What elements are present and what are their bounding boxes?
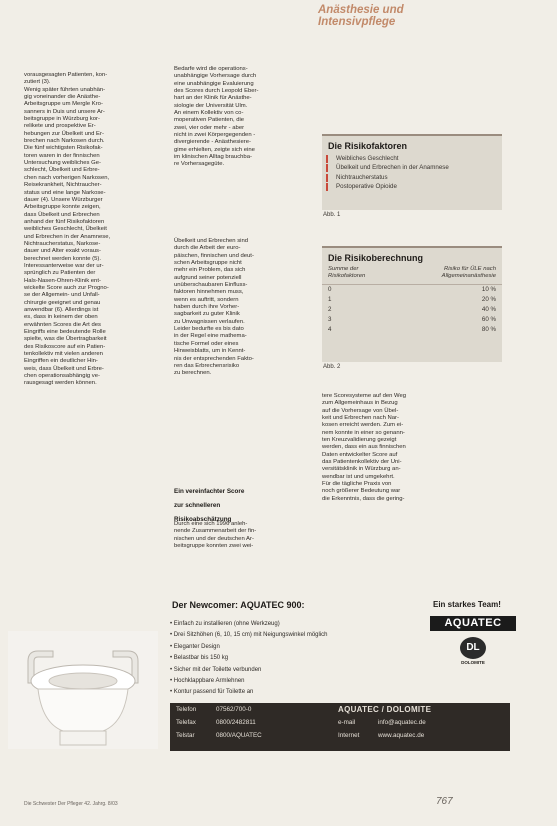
article-line: re Vorhersagegüte. xyxy=(174,161,225,168)
article-line: An einem Kollektiv von co- xyxy=(174,110,244,117)
article-line: Hinweisblatts, um in Kennt- xyxy=(174,348,246,355)
toilet-seat-riser-image xyxy=(8,631,158,749)
ad-tagline: Ein starkes Team! xyxy=(433,600,501,609)
article-line: tenkollektiv mit vielen anderen xyxy=(24,351,103,358)
article-line: durch die Arbeit der euro- xyxy=(174,245,241,252)
header-right-line: Risiko für ÜLE nach xyxy=(443,266,496,272)
article-line: zu berechnen. xyxy=(174,370,212,377)
article-line: versitätsklinik in Würzburg an- xyxy=(322,466,401,473)
article-line: die Erkenntnis, dass die gering- xyxy=(322,495,405,502)
footer-journal: Die Schwester Der Pfleger 42. Jahrg. 8/03 xyxy=(24,801,118,807)
article-line: faktoren hinnehmen muss, xyxy=(174,289,244,296)
article-line: chirurgie geeignet und genau xyxy=(24,299,101,306)
article-line: unüberschaubaren Einfluss- xyxy=(174,282,248,289)
article-line: des Risikoscore auf ein Patien- xyxy=(24,343,106,350)
article-line: schlecht, Übelkeit und Erbre- xyxy=(24,167,100,174)
article-line: beitsgruppe in Würzburg kor- xyxy=(24,116,100,123)
risk-percentage: 60 % xyxy=(481,316,496,323)
article-line: Die fünf wichtigsten Risikofak- xyxy=(24,145,103,152)
risk-factors-box xyxy=(322,134,502,210)
article-line: anhand der fünf Risikofaktoren xyxy=(24,218,105,225)
risk-factor-count: 3 xyxy=(328,316,332,323)
article-line: zu Unwagnissen verlaufen. xyxy=(174,318,245,325)
advertisement xyxy=(0,585,557,755)
article-line: toren waren in der finnischen xyxy=(24,152,100,159)
page-number: 767 xyxy=(436,796,453,807)
risk-factor-item: Nichtraucherstatus xyxy=(322,173,502,182)
article-line: rausgesagt werden können. xyxy=(24,380,97,387)
risk-factors-title: Die Risikofaktoren xyxy=(328,141,408,151)
subheading-line: Ein vereinfachter Score xyxy=(174,488,245,496)
header-left-line: Summe der xyxy=(328,266,359,272)
article-line: sagbarkeit zu guter Klinik xyxy=(174,311,240,318)
article-column-1 xyxy=(24,72,154,388)
article-line: Übelkeit und Erbrechen sind xyxy=(174,238,249,244)
risk-percentage: 40 % xyxy=(481,306,496,313)
article-line: sprünglich zu Patienten der xyxy=(24,270,96,277)
dolomite-word: DOLOMITE xyxy=(461,660,485,665)
ad-feature-list xyxy=(170,619,370,699)
article-column-2-middle xyxy=(174,238,304,378)
article-line: tere Scoresysteme auf den Weg xyxy=(322,393,407,399)
contact-web-value[interactable]: www.aquatec.de xyxy=(378,732,425,739)
article-line: Leider bedurfte es bis dato xyxy=(174,326,244,333)
risk-factor-count: 0 xyxy=(328,286,332,293)
article-column-3 xyxy=(322,393,459,503)
contact-tel-value: 07562/700-0 xyxy=(216,706,252,713)
risk-factor-count: 1 xyxy=(328,296,332,303)
article-line: status und eine lange Narkose- xyxy=(24,189,106,196)
article-line: Daten entwickelter Score auf xyxy=(322,451,398,458)
ad-contact-bar xyxy=(170,703,510,751)
article-line: unabhängige Vorhersage durch xyxy=(174,73,257,80)
risk-row xyxy=(322,305,502,315)
article-line: relikete und prospektive Er- xyxy=(24,123,96,130)
article-line: Eingriffen ein deutlicher Hin- xyxy=(24,358,98,365)
article-column-2-top xyxy=(174,66,304,169)
header-right-line: Allgemeinanästhesie xyxy=(441,273,496,279)
article-line: zum Allgemeinhaus in Bezug xyxy=(322,400,398,407)
ad-feature-item: • Drei Sitzhöhen (6, 10, 15 cm) mit Neigungswinkel möglich xyxy=(170,630,370,641)
article-column-2-bottom xyxy=(174,521,304,550)
article-line: brechen nach Narkosen durch. xyxy=(24,138,105,145)
article-line: päischen, finnischen und deut- xyxy=(174,252,254,259)
article-line: sanners in Duis und unsere Ar- xyxy=(24,108,105,115)
header-left-line: Risikofaktoren xyxy=(328,273,366,279)
article-line: gig voneinander die Anästhe- xyxy=(24,94,101,101)
ad-feature-item: • Kontur passend für Toilette an xyxy=(170,687,370,698)
risk-factor-count: 2 xyxy=(328,306,332,313)
subheading-line: zur schnelleren xyxy=(174,502,221,510)
contact-telstar-label: Telstar xyxy=(176,732,195,739)
risk-row xyxy=(322,325,502,335)
risk-factor-item: Weibliches Geschlecht xyxy=(322,154,502,163)
article-line: das Patientenkollektiv der Uni- xyxy=(322,459,402,466)
article-line: Durch eine sich 1996 anleh- xyxy=(174,521,248,527)
article-line: Arbeitsgruppe um Mergle Kro- xyxy=(24,101,103,108)
subheading-line: Risikoabschätzung xyxy=(174,516,232,524)
risk-calculation-title: Die Risikoberechnung xyxy=(328,253,424,263)
article-line: spielte, was die Übertragbarkeit xyxy=(24,336,107,343)
article-line: Untersuchung weibliches Ge- xyxy=(24,160,101,167)
figure-caption-1: Abb. 1 xyxy=(323,212,341,218)
article-line: und Erbrechen in der Anamnese, xyxy=(24,233,111,240)
article-line: mehr ein Problem, das sich xyxy=(174,267,246,274)
article-line: Nichtraucherstatus, Narkose- xyxy=(24,240,101,247)
contact-fax-label: Telefax xyxy=(176,719,196,726)
ad-title: Der Newcomer: AQUATEC 900: xyxy=(172,600,305,610)
risk-factor-count: 4 xyxy=(328,326,332,333)
article-line: wenn es auftritt, sondern xyxy=(174,296,239,303)
article-line: Arbeitsgruppe konnte zeigen, xyxy=(24,204,101,211)
section-title-line-1: Anästhesie und xyxy=(318,4,404,16)
article-line: nicht in zwei Körpergegenden - xyxy=(174,132,256,139)
article-line: Bedarfe wird die operations- xyxy=(174,66,248,72)
article-line: gime erhielten, zeigte sich eine xyxy=(174,146,255,153)
risk-percentage: 20 % xyxy=(481,296,496,303)
contact-telstar-value: 0800/AQUATEC xyxy=(216,732,262,739)
article-line: Für die tägliche Praxis von xyxy=(322,481,392,488)
risk-calculation-header xyxy=(322,266,502,280)
article-line: Hals-Nasen-Ohren-Klinik ent- xyxy=(24,277,101,284)
contact-email-value[interactable]: info@aquatec.de xyxy=(378,719,426,726)
article-line: beitsgruppe konnten zwei wei- xyxy=(174,543,254,550)
section-title xyxy=(318,4,548,28)
article-line: ten Kreuzvalidierung gezeigt xyxy=(322,437,397,444)
article-line: ren das Erbrechensrisiko xyxy=(174,362,240,369)
article-line: hebungen zur Übelkeit und Er- xyxy=(24,130,104,137)
article-line: siologie der Universität Ulm. xyxy=(174,102,248,109)
article-line: Eingriffs eine bedeutende Rolle xyxy=(24,329,106,336)
article-line: chen nach vorherigen Narkosen, xyxy=(24,174,110,181)
contact-brand: AQUATEC / DOLOMITE xyxy=(338,705,432,714)
ad-feature-item: • Einfach zu installieren (ohne Werkzeug) xyxy=(170,619,370,630)
dolomite-mark: DL xyxy=(460,637,486,659)
risk-row xyxy=(322,295,502,305)
article-line: erwähnten Scores die Art des xyxy=(24,321,101,328)
article-line: vorausgesagten Patienten, kon- xyxy=(24,72,108,78)
contact-tel-label: Telefon xyxy=(176,706,197,713)
risk-percentage: 80 % xyxy=(481,326,496,333)
article-line: hart an der Klinik für Anästhe- xyxy=(174,95,252,102)
risk-percentage: 10 % xyxy=(481,286,496,293)
article-line: auf die Vorhersage von Übel- xyxy=(322,407,399,414)
article-line: moperativen Patienten, die xyxy=(174,117,245,124)
article-line: des Scores durch Leopold Eber- xyxy=(174,88,259,95)
article-line: Wenig später führten unabhän- xyxy=(24,86,106,93)
article-line: kosen erreicht werden. Zum ei- xyxy=(322,422,404,429)
article-line: zutiert (3). xyxy=(24,79,51,86)
risk-factor-item: Postoperative Opioide xyxy=(322,182,502,191)
risk-row xyxy=(322,315,502,325)
article-line: haben durch ihre Vorher- xyxy=(174,304,240,311)
article-line: aufgrund seiner potenziell xyxy=(174,274,242,281)
dolomite-logo xyxy=(454,637,492,665)
section-title-line-2: Intensivpflege xyxy=(318,16,396,28)
article-line: tische Formel oder eines xyxy=(174,340,239,347)
article-line: werden, dass ein aus finnischen xyxy=(322,444,406,451)
article-line: dass Übelkeit und Erbrechen xyxy=(24,211,100,218)
contact-fax-value: 0800/2482811 xyxy=(216,719,256,726)
article-line: berechnet werden konnte (5). xyxy=(24,255,101,262)
risk-calculation-box xyxy=(322,246,502,362)
article-line: weibliches Geschlecht, Übelkeit xyxy=(24,226,107,233)
contact-web-label: Internet xyxy=(338,732,360,739)
article-line: dauer und Alter exakt voraus- xyxy=(24,248,101,255)
article-line: nende Zusammenarbeit der fin- xyxy=(174,528,257,535)
article-line: wickelte Score auch zur Progno- xyxy=(24,284,109,291)
article-line: in der Regel eine mathema- xyxy=(174,333,247,340)
ad-feature-item: • Belastbar bis 150 kg xyxy=(170,653,370,664)
article-line: eine unabhängige Evaluierung xyxy=(174,80,254,87)
article-line: weis, dass Übelkeit und Erbre- xyxy=(24,365,104,372)
contact-email-label: e-mail xyxy=(338,719,356,726)
ad-feature-item: • Eleganter Design xyxy=(170,642,370,653)
article-line: chen operationsabhängig ve- xyxy=(24,373,100,380)
article-line: Interessanterweise war der ur- xyxy=(24,262,104,269)
article-line: nem konnte in einer so genann- xyxy=(322,429,405,436)
ad-feature-item: • Hochklappbare Armlehnen xyxy=(170,676,370,687)
article-line: es, dass in keinem der oben xyxy=(24,314,98,321)
aquatec-logo: AQUATEC xyxy=(430,616,516,631)
article-line: keit und Erbrechen nach Nar- xyxy=(322,415,399,422)
article-line: divergierende - Anästhesiere- xyxy=(174,139,251,146)
risk-calculation-rows xyxy=(322,284,502,335)
risk-factor-item: Übelkeit und Erbrechen in der Anamnese xyxy=(322,163,502,172)
article-line: noch größerer Bedeutung war xyxy=(322,488,401,495)
article-line: zwei, vier oder mehr - aber xyxy=(174,124,245,131)
article-line: wendbar ist und umgekehrt. xyxy=(322,473,395,480)
article-line: anwendbar (6). Allerdings ist xyxy=(24,307,99,313)
figure-caption-2: Abb. 2 xyxy=(323,364,341,370)
article-line: nis der entsprechenden Fakto- xyxy=(174,355,254,362)
article-line: schen Arbeitsgruppe nicht xyxy=(174,260,242,267)
article-line: im klinischen Alltag brauchba- xyxy=(174,154,252,161)
article-line: Reisekrankheit, Nichtraucher- xyxy=(24,182,102,189)
article-line: dauer (4). Unsere Würzburger xyxy=(24,196,103,203)
ad-feature-item: • Sicher mit der Toilette verbunden xyxy=(170,665,370,676)
risk-row xyxy=(322,285,502,295)
article-line: se der Allgemein- und Unfall- xyxy=(24,292,100,299)
article-line: nischen und der deutschen Ar- xyxy=(174,535,254,542)
